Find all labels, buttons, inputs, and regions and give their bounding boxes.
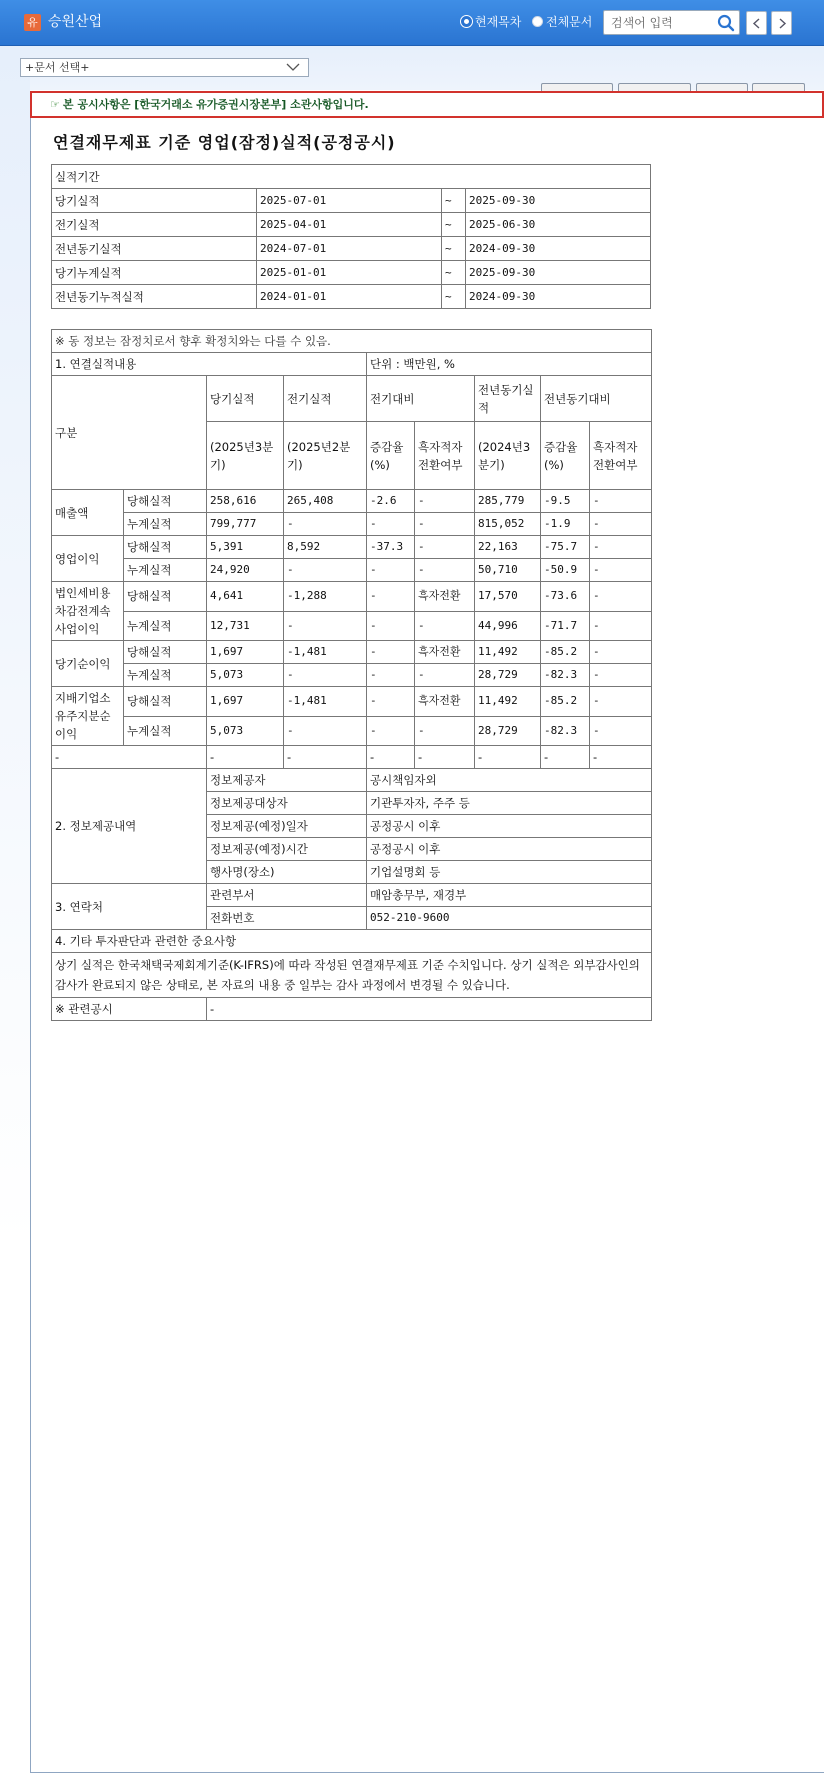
cell-yoy: 815,052 — [475, 513, 541, 536]
toolbar-tab-1[interactable] — [541, 83, 613, 91]
period-sep: ~ — [442, 285, 466, 309]
info-label: 정보제공자 — [207, 769, 367, 792]
radio-checked-icon — [461, 16, 472, 27]
table-cell: - — [590, 746, 652, 769]
period-label: 전기실적 — [52, 213, 257, 237]
row-type: 누계실적 — [124, 513, 207, 536]
cell-yoy: 28,729 — [475, 716, 541, 746]
radio-all-docs[interactable] — [532, 13, 592, 31]
cell-chg: - — [367, 513, 415, 536]
next-button[interactable] — [771, 11, 792, 35]
cell-chg: - — [367, 716, 415, 746]
row-type: 당해실적 — [124, 536, 207, 559]
table-row — [52, 285, 651, 309]
table-cell: - — [415, 746, 475, 769]
column-subheader: 흑자적자전환여부 — [415, 422, 475, 490]
chevron-down-icon — [286, 62, 300, 72]
table-cell: - — [52, 746, 207, 769]
cell-turn: - — [415, 513, 475, 536]
cell-chg: -2.6 — [367, 490, 415, 513]
cell-yoy: 22,163 — [475, 536, 541, 559]
chevron-right-icon — [777, 18, 787, 29]
cell-chg2: -75.7 — [541, 536, 590, 559]
left-frame — [0, 46, 30, 1781]
table-cell: - — [475, 746, 541, 769]
table-row — [52, 513, 652, 536]
search-input[interactable] — [611, 13, 711, 33]
period-label: 당기실적 — [52, 189, 257, 213]
table-row — [52, 687, 652, 717]
notice-banner — [30, 91, 824, 118]
cell-turn: - — [415, 664, 475, 687]
results-table — [51, 329, 652, 1021]
cell-turn: - — [415, 536, 475, 559]
table-cell: - — [284, 746, 367, 769]
cell-prev: -1,481 — [284, 687, 367, 717]
table-row — [52, 213, 651, 237]
cell-cur: 799,777 — [207, 513, 284, 536]
table-row — [52, 641, 652, 664]
item-name: 지배기업소유주지분순이익 — [52, 687, 124, 746]
pointing-hand-icon: ☞ — [50, 98, 60, 111]
table-row — [52, 189, 651, 213]
cell-chg: - — [367, 582, 415, 612]
period-sep: ~ — [442, 213, 466, 237]
cell-chg: -37.3 — [367, 536, 415, 559]
period-to: 2025-09-30 — [466, 189, 651, 213]
cell-turn: - — [415, 490, 475, 513]
cell-turn: - — [415, 611, 475, 641]
cell-turn2: - — [590, 716, 652, 746]
column-subheader: (2024년3분기) — [475, 422, 541, 490]
cell-yoy: 285,779 — [475, 490, 541, 513]
cell-turn2: - — [590, 513, 652, 536]
cell-prev: 265,408 — [284, 490, 367, 513]
cell-chg: - — [367, 611, 415, 641]
cell-chg2: -73.6 — [541, 582, 590, 612]
table-row — [52, 611, 652, 641]
period-from: 2025-04-01 — [257, 213, 442, 237]
cell-chg2: -1.9 — [541, 513, 590, 536]
contact-value: 매암총무부, 재경부 — [367, 884, 652, 907]
document-select-value: +문서 선택+ — [25, 61, 90, 74]
cell-yoy: 11,492 — [475, 687, 541, 717]
item-name: 매출액 — [52, 490, 124, 536]
cell-chg2: -50.9 — [541, 559, 590, 582]
info-label: 정보제공(예정)일자 — [207, 815, 367, 838]
period-table — [51, 164, 651, 309]
cell-chg: - — [367, 664, 415, 687]
contact-label: 전화번호 — [207, 907, 367, 930]
info-value: 공정공시 이후 — [367, 838, 652, 861]
section-heading-3: 3. 연락처 — [52, 884, 207, 930]
cell-turn: - — [415, 559, 475, 582]
cell-prev: -1,288 — [284, 582, 367, 612]
column-header: 당기실적 — [207, 376, 284, 422]
toolbar-tab-2[interactable] — [618, 83, 691, 91]
period-sep: ~ — [442, 237, 466, 261]
cell-turn: 흑자전환 — [415, 687, 475, 717]
unit-label: 단위 : 백만원, % — [367, 353, 652, 376]
info-value: 기업설명회 등 — [367, 861, 652, 884]
column-subheader: 증감율(%) — [367, 422, 415, 490]
row-type: 누계실적 — [124, 664, 207, 687]
radio-current-label: 현재목차 — [475, 15, 522, 29]
cell-turn: 흑자전환 — [415, 641, 475, 664]
info-value: 기관투자자, 주주 등 — [367, 792, 652, 815]
cell-prev: - — [284, 513, 367, 536]
cell-cur: 12,731 — [207, 611, 284, 641]
cell-chg2: -71.7 — [541, 611, 590, 641]
period-to: 2025-06-30 — [466, 213, 651, 237]
info-label: 정보제공(예정)시간 — [207, 838, 367, 861]
cell-cur: 4,641 — [207, 582, 284, 612]
info-label: 정보제공대상자 — [207, 792, 367, 815]
column-subheader: (2025년2분기) — [284, 422, 367, 490]
row-type: 당해실적 — [124, 582, 207, 612]
column-header: 구분 — [52, 376, 207, 490]
column-header: 전년동기대비 — [541, 376, 652, 422]
period-to: 2025-09-30 — [466, 261, 651, 285]
cell-yoy: 50,710 — [475, 559, 541, 582]
cell-turn2: - — [590, 611, 652, 641]
cell-turn: - — [415, 716, 475, 746]
cell-turn2: - — [590, 687, 652, 717]
cell-chg2: -85.2 — [541, 687, 590, 717]
cell-cur: 5,073 — [207, 664, 284, 687]
section-heading-2: 2. 정보제공내역 — [52, 769, 207, 884]
period-header: 실적기간 — [52, 165, 651, 189]
table-cell: - — [367, 746, 415, 769]
period-from: 2025-01-01 — [257, 261, 442, 285]
table-row — [52, 261, 651, 285]
info-label: 행사명(장소) — [207, 861, 367, 884]
cell-turn2: - — [590, 490, 652, 513]
company-logo: 유 — [24, 14, 41, 31]
search-icon[interactable] — [716, 13, 736, 33]
period-label: 전년동기누적실적 — [52, 285, 257, 309]
period-to: 2024-09-30 — [466, 237, 651, 261]
document-select[interactable] — [20, 58, 309, 77]
info-value: 공시책임자외 — [367, 769, 652, 792]
table-row — [52, 716, 652, 746]
cell-chg2: -82.3 — [541, 664, 590, 687]
chevron-left-icon — [752, 18, 762, 29]
row-type: 당해실적 — [124, 641, 207, 664]
item-name: 영업이익 — [52, 536, 124, 582]
row-type: 누계실적 — [124, 716, 207, 746]
cell-chg2: -9.5 — [541, 490, 590, 513]
cell-turn2: - — [590, 582, 652, 612]
cell-turn2: - — [590, 641, 652, 664]
radio-current-toc[interactable] — [461, 13, 521, 31]
row-type: 누계실적 — [124, 559, 207, 582]
results-body — [52, 490, 652, 746]
cell-yoy: 28,729 — [475, 664, 541, 687]
cell-turn2: - — [590, 559, 652, 582]
table-row — [52, 490, 652, 513]
table-row — [52, 536, 652, 559]
section-heading-4: 4. 기타 투자판단과 관련한 중요사항 — [52, 930, 652, 953]
cell-chg: - — [367, 559, 415, 582]
column-subheader: (2025년3분기) — [207, 422, 284, 490]
period-from: 2024-01-01 — [257, 285, 442, 309]
cell-yoy: 44,996 — [475, 611, 541, 641]
cell-turn2: - — [590, 536, 652, 559]
cell-turn: 흑자전환 — [415, 582, 475, 612]
cell-cur: 24,920 — [207, 559, 284, 582]
cell-prev: - — [284, 611, 367, 641]
toolbar-tab-3[interactable] — [696, 83, 748, 91]
period-from: 2025-07-01 — [257, 189, 442, 213]
cell-prev: - — [284, 559, 367, 582]
table-cell: - — [207, 746, 284, 769]
table-cell: - — [541, 746, 590, 769]
toolbar-tab-4[interactable] — [752, 83, 805, 91]
top-header — [0, 0, 824, 46]
table-row — [52, 237, 651, 261]
cell-prev: 8,592 — [284, 536, 367, 559]
cell-cur: 258,616 — [207, 490, 284, 513]
cell-cur: 5,391 — [207, 536, 284, 559]
column-subheader: 증감율(%) — [541, 422, 590, 490]
cell-cur: 5,073 — [207, 716, 284, 746]
table-row — [52, 664, 652, 687]
table-row — [52, 746, 652, 769]
item-name: 당기순이익 — [52, 641, 124, 687]
cell-cur: 1,697 — [207, 641, 284, 664]
cell-prev: - — [284, 664, 367, 687]
contact-value: 052-210-9600 — [367, 907, 652, 930]
cell-cur: 1,697 — [207, 687, 284, 717]
cell-prev: -1,481 — [284, 641, 367, 664]
remarks-text: 상기 실적은 한국채택국제회계기준(K-IFRS)에 따라 작성된 연결재무제표 기준 수치입니다. 상기 실적은 외부감사인의 감사가 완료되지 않은 상태로, 본 자료의 내용 중 일부는 감사 과정에서 변경될 수 있습니다. — [52, 953, 652, 998]
cell-chg2: -85.2 — [541, 641, 590, 664]
radio-unchecked-icon — [532, 16, 543, 27]
info-value: 공정공시 이후 — [367, 815, 652, 838]
cell-prev: - — [284, 716, 367, 746]
contact-label: 관련부서 — [207, 884, 367, 907]
row-type: 누계실적 — [124, 611, 207, 641]
prev-button[interactable] — [746, 11, 767, 35]
cell-chg2: -82.3 — [541, 716, 590, 746]
row-type: 당해실적 — [124, 490, 207, 513]
column-header: 전기실적 — [284, 376, 367, 422]
section-heading-1: 1. 연결실적내용 — [52, 353, 367, 376]
search-box — [603, 10, 740, 35]
cell-chg: - — [367, 687, 415, 717]
table-row — [52, 559, 652, 582]
period-from: 2024-07-01 — [257, 237, 442, 261]
related-value: - — [207, 998, 652, 1021]
cell-chg: - — [367, 641, 415, 664]
notice-text: 본 공시사항은 [한국거래소 유가증권시장본부] 소관사항입니다. — [62, 98, 369, 111]
column-header: 전기대비 — [367, 376, 475, 422]
row-type: 당해실적 — [124, 687, 207, 717]
disclaimer-note: ※ 동 정보는 잠정치로서 향후 확정치와는 다를 수 있음. — [52, 330, 652, 353]
column-subheader: 흑자적자전환여부 — [590, 422, 652, 490]
item-name: 법인세비용차감전계속사업이익 — [52, 582, 124, 641]
company-name[interactable]: 승원산업 — [48, 14, 103, 30]
table-row — [52, 582, 652, 612]
column-header: 전년동기실적 — [475, 376, 541, 422]
radio-all-label: 전체문서 — [546, 15, 593, 29]
page-title: 연결재무제표 기준 영업(잠정)실적(공정공시) — [53, 133, 396, 152]
period-sep: ~ — [442, 189, 466, 213]
period-label: 당기누계실적 — [52, 261, 257, 285]
cell-yoy: 11,492 — [475, 641, 541, 664]
related-label: ※ 관련공시 — [52, 998, 207, 1021]
cell-yoy: 17,570 — [475, 582, 541, 612]
period-to: 2024-09-30 — [466, 285, 651, 309]
period-sep: ~ — [442, 261, 466, 285]
period-label: 전년동기실적 — [52, 237, 257, 261]
cell-turn2: - — [590, 664, 652, 687]
